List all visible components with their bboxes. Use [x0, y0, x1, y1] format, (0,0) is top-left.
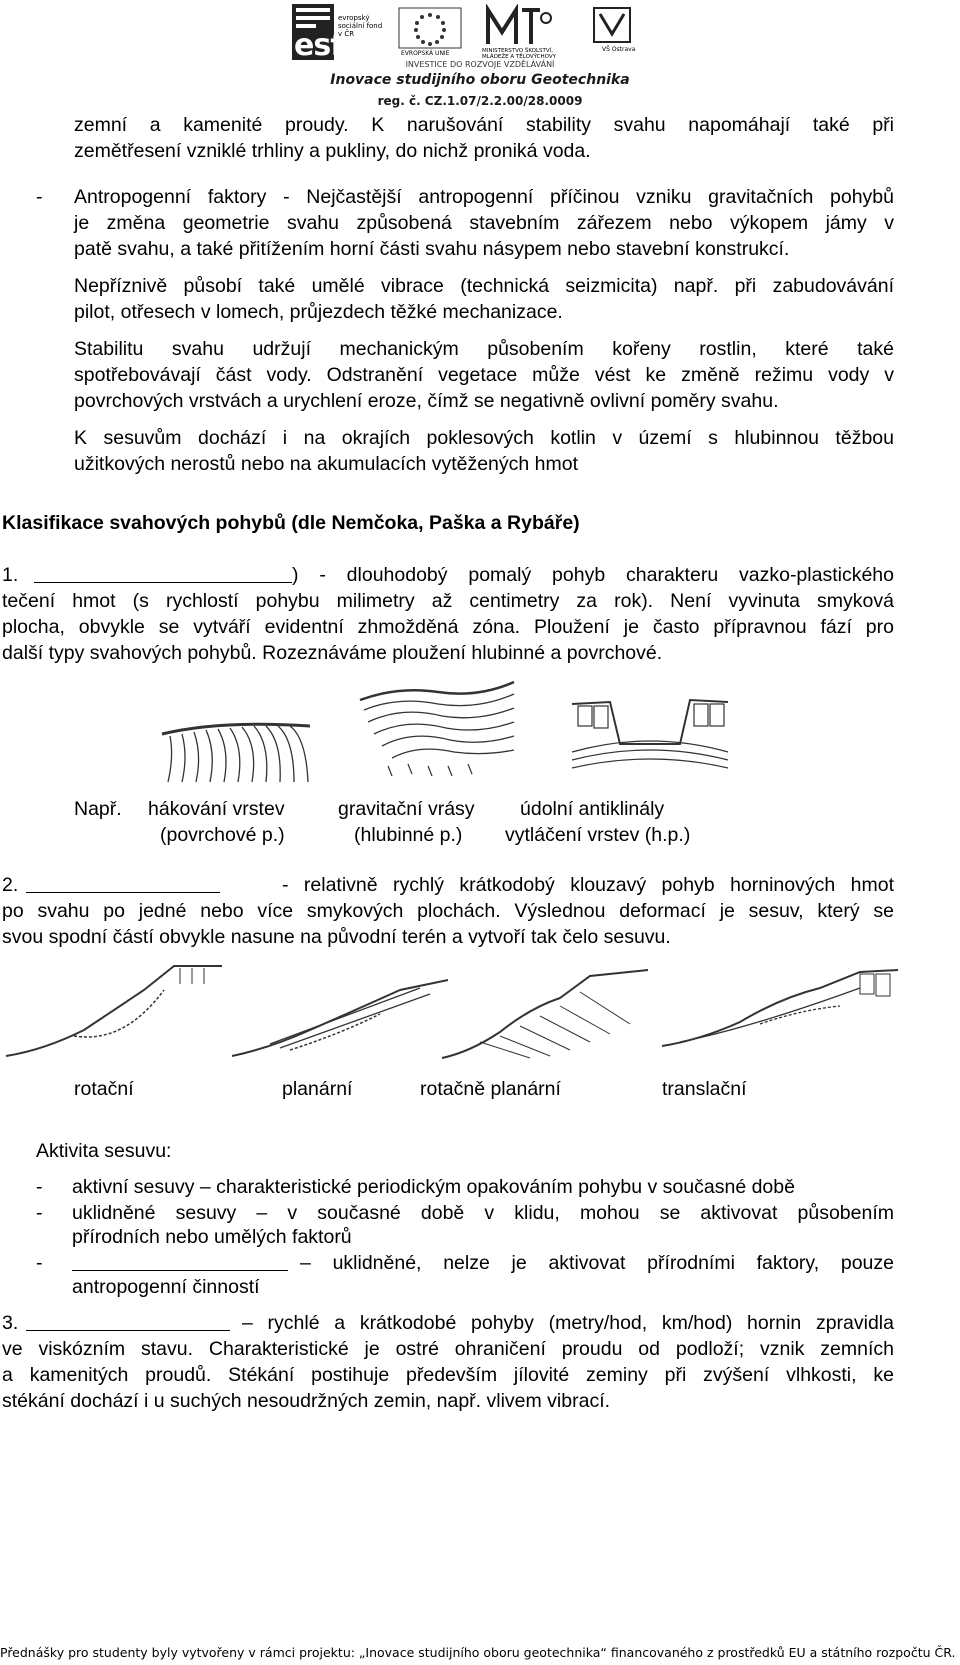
figure-valley-anticlines — [570, 694, 730, 774]
item2-blank — [26, 872, 220, 893]
activity-dash-1: - — [36, 1176, 43, 1198]
item3-line-4: stékání dochází i u suchých nesoudržných zemin, např. vlivem vibrací. — [2, 1390, 611, 1412]
project-title: Inovace studijního oboru Geotechnika — [330, 72, 630, 88]
intro-line-2: zemětřesení vzniklé trhliny a pukliny, do nichž proniká voda. — [74, 140, 591, 162]
figure-rotational-planar-slide — [440, 962, 650, 1062]
figure-rotational-slide — [4, 960, 224, 1060]
activity-stabilized-line-1: – uklidněné, nelze je aktivovat přírodními faktory, pouze — [300, 1252, 894, 1274]
item3-blank — [26, 1310, 230, 1331]
registration-number: reg. č. CZ.1.07/2.2.00/28.0009 — [377, 94, 583, 108]
esf-caption: evropský sociální fond v ČR — [338, 14, 383, 38]
item2-line-1: - relativně rychlý krátkodobý klouzavý pohyb horninových hmot — [282, 874, 894, 896]
vegetation-line-1: Stabilitu svahu udržují mechanickým působením kořeny rostlin, které také — [74, 338, 894, 360]
anthropogenic-line-1: Antropogenní faktory - Nejčastější antropogenní příčinou vzniku gravitačních pohybů — [74, 186, 894, 208]
esf-logo — [292, 4, 412, 63]
investment-banner: INVESTICE DO ROZVOJE VZDĚLÁVÁNÍ — [405, 60, 555, 69]
item3-line-3: a kamenitých proudů. Stékání postihuje především jílovité zeminy při zvýšení vlhkosti, ke — [2, 1364, 894, 1386]
figure-translational-slide — [660, 962, 900, 1048]
anthropogenic-line-2: je změna geometrie svahu způsobená stavebním zářezem nebo výkopem jámy v — [74, 212, 894, 234]
slide-caption-translational: translační — [662, 1078, 747, 1100]
vegetation-line-3: povrchových vrstvách a urychlení eroze, čímž se negativně ovlivní poměry svahu. — [74, 390, 779, 412]
slide-caption-rotational-planar: rotačně planární — [420, 1078, 561, 1100]
activity-active: aktivní sesuvy – charakteristické periodickým opakováním pohybu v současné době — [72, 1176, 795, 1198]
item3-line-1: – rychlé a krátkodobé pohyby (metry/hod, km/hod) hornin zpravidla — [242, 1312, 894, 1334]
item2-line-3: svou spodní částí obvykle nasune na původní terén a vytvoří tak čelo sesuvu. — [2, 926, 671, 948]
creep-caption-b1: gravitační vrásy — [338, 798, 475, 820]
creep-caption-a1: hákování vrstev — [148, 798, 285, 820]
item3-number: 3. — [2, 1312, 19, 1334]
creep-caption-c2: vytláčení vrstev (h.p.) — [505, 824, 691, 846]
vsb-caption: VŠ Ostrava — [602, 46, 636, 53]
item2-number: 2. — [2, 874, 19, 896]
creep-caption-b2: (hlubinné p.) — [354, 824, 463, 846]
creep-caption-prefix: Např. — [74, 798, 122, 820]
eu-caption: EVROPSKÁ UNIE — [401, 50, 450, 57]
classification-title: Klasifikace svahových pohybů (dle Nemčoka, Paška a Rybáře) — [2, 512, 580, 534]
item1-blank — [34, 562, 292, 583]
item1-line-2: tečení hmot (s rychlostí pohybu milimetry až centimetry za rok). Není vyvinuta smyková — [2, 590, 894, 612]
vibrations-line-2: pilot, otřesech v lomech, průjezdech těžké mechanizace. — [74, 301, 563, 323]
item2-line-2: po svahu po jedné nebo více smykových plochách. Výslednou deformací je sesuv, který se — [2, 900, 894, 922]
activity-blank — [72, 1250, 288, 1271]
activity-dash-3: - — [36, 1252, 43, 1274]
activity-dormant-line-2: přírodních nebo umělých faktorů — [72, 1226, 352, 1248]
item1-line-4: další typy svahových pohybů. Rozeznáváme ploužení hlubinné a povrchové. — [2, 642, 663, 664]
msmt-logo — [482, 4, 562, 62]
intro-line-1: zemní a kamenité proudy. K narušování stability svahu napomáhají také při — [74, 114, 894, 136]
figure-gravity-folds — [358, 676, 518, 784]
slide-caption-planar: planární — [282, 1078, 353, 1100]
esf-logo-text: esf — [294, 28, 343, 63]
vibrations-line-1: Nepříznivě působí také umělé vibrace (technická seizmicita) např. při zabudovávání — [74, 275, 894, 297]
activity-title: Aktivita sesuvu: — [36, 1140, 172, 1162]
mining-line-2: užitkových nerostů nebo na akumulacích vytěžených hmot — [74, 453, 579, 475]
item1-number: 1. — [2, 564, 19, 586]
anthropogenic-line-3: patě svahu, a také přitížením horní části svahu násypem nebo stavební konstrukcí. — [74, 238, 790, 260]
figure-planar-slide — [230, 974, 450, 1060]
page-footer: Přednášky pro studenty byly vytvořeny v rámci projektu: „Inovace studijního oboru geotechnika“ financovaného z prostředků EU a státního rozpočtu ČR. — [0, 1645, 956, 1660]
header-logos — [292, 4, 672, 62]
item1-line-3: plocha, obvykle se vytváří evidentní zhmožděná zóna. Ploužení je často přípravnou fází pro — [2, 616, 894, 638]
item3-line-2: ve viskózním stavu. Charakteristické je ostré ohraničení proudu od podloží; vznik zemních — [2, 1338, 894, 1360]
creep-caption-a2: (povrchové p.) — [160, 824, 285, 846]
vegetation-line-2: spotřebovávají část vody. Odstranění vegetace může vést ke změně režimu vody v — [74, 364, 894, 386]
activity-dormant-line-1: uklidněné sesuvy – v současné době v klidu, mohou se aktivovat působením — [72, 1202, 894, 1224]
creep-caption-c1: údolní antiklinály — [520, 798, 665, 820]
slide-caption-rotational: rotační — [74, 1078, 134, 1100]
vsb-logo — [592, 6, 652, 62]
figure-hooking-layers — [160, 716, 320, 786]
eu-flag-logo — [397, 6, 467, 62]
mining-line-1: K sesuvům dochází i na okrajích poklesových kotlin v území s hlubinnou těžbou — [74, 427, 894, 449]
activity-dash-2: - — [36, 1202, 43, 1224]
activity-stabilized-line-2: antropogenní činností — [72, 1276, 260, 1298]
anthropogenic-bullet: - — [36, 186, 43, 208]
item1-line-1: ) - dlouhodobý pomalý pohyb charakteru vazko-plastického — [292, 564, 894, 586]
msmt-caption: MINISTERSTVO ŠKOLSTVÍ, MLÁDEŽE A TĚLOVÝCHOVY — [482, 48, 556, 60]
